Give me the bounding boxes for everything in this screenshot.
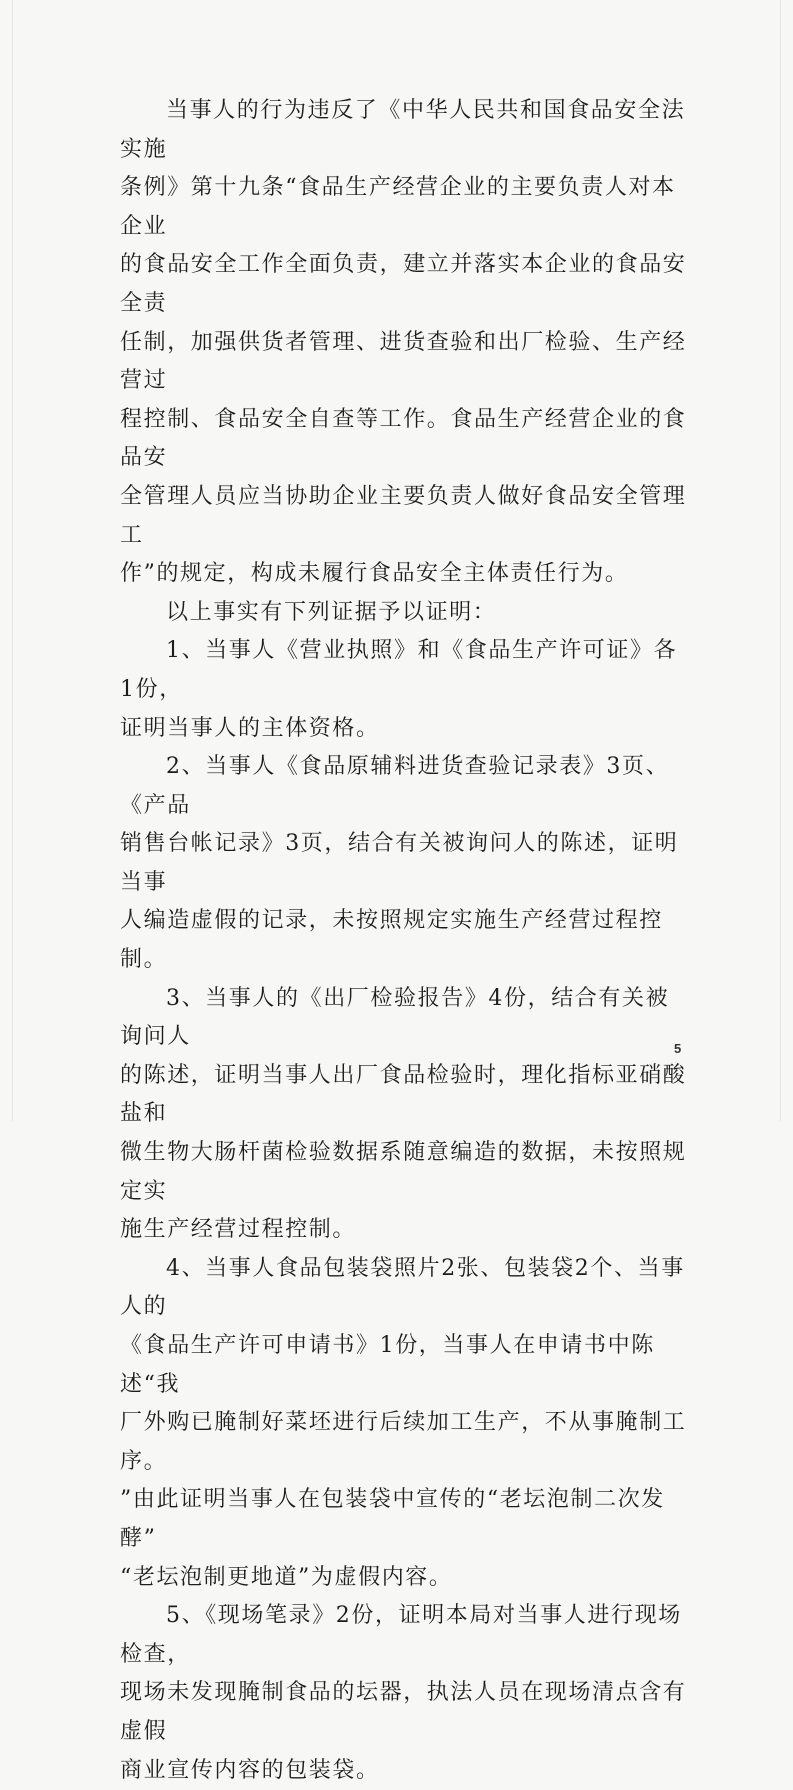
paragraph-evidence-1	[120, 632, 690, 748]
text-line: 作”的规定，构成未履行食品安全主体责任行为。	[120, 561, 629, 587]
paragraph-evidence-3	[120, 980, 690, 1250]
text-line: 证明当事人的主体资格。	[120, 715, 380, 741]
text-line: 5、《现场笔录》2份，证明本局对当事人进行现场检查，	[120, 1603, 682, 1667]
text-line: 全管理人员应当协助企业主要负责人做好食品安全管理工	[120, 483, 687, 548]
text-line: 当事人的行为违反了《中华人民共和国食品安全法实施	[120, 98, 686, 162]
text-line: 条例》第十九条“食品生产经营企业的主要负责人对本企业	[120, 175, 676, 239]
text-line: 以上事实有下列证据予以证明：	[166, 599, 497, 625]
text-line: “老坛泡制更地道”为虚假内容。	[120, 1564, 453, 1590]
text-line: 《食品生产许可申请书》1份，当事人在申请书中陈述“我	[120, 1333, 655, 1397]
scan-edge-right	[780, 0, 781, 1121]
text-line: 2、当事人《食品原辅料进货查验记录表》3页、《产品	[120, 754, 670, 818]
text-line: 人编造虚假的记录，未按照规定实施生产经营过程控制。	[120, 908, 663, 973]
text-line: 微生物大肠杆菌检验数据系随意编造的数据，未按照规定实	[120, 1140, 687, 1204]
text-line: 4、当事人食品包装袋照片2张、包装袋2个、当事人的	[120, 1255, 685, 1320]
text-line: 商业宣传内容的包装袋。	[120, 1757, 380, 1783]
text-line: 销售台帐记录》3页，结合有关被询问人的陈述，证明当事	[120, 831, 679, 895]
paragraph-evidence-4	[120, 1250, 690, 1597]
text-line: 现场未发现腌制食品的坛器，执法人员在现场清点含有虚假	[120, 1680, 687, 1744]
paragraph-evidence-5	[120, 1597, 690, 1790]
text-line: 任制，加强供货者管理、进货查验和出厂检验、生产经营过	[120, 329, 687, 394]
text-line: 厂外购已腌制好菜坯进行后续加工生产，不从事腌制工序。	[120, 1410, 687, 1474]
text-line: ”由此证明当事人在包装袋中宣传的“老坛泡制二次发酵”	[120, 1487, 665, 1551]
document-body	[120, 92, 690, 1790]
text-line: 1、当事人《营业执照》和《食品生产许可证》各1份，	[120, 638, 678, 702]
paragraph-evidence-intro	[120, 594, 690, 633]
page-number: 5	[674, 1041, 682, 1056]
paragraph-violation	[120, 92, 690, 594]
text-line: 的陈述，证明当事人出厂食品检验时，理化指标亚硝酸盐和	[120, 1062, 687, 1127]
text-line: 的食品安全工作全面负责，建立并落实本企业的食品安全责	[120, 252, 687, 316]
text-line: 3、当事人的《出厂检验报告》4份，结合有关被询问人	[120, 985, 670, 1050]
text-line: 施生产经营过程控制。	[120, 1217, 357, 1243]
paragraph-evidence-2	[120, 748, 690, 980]
text-line: 程控制、食品安全自查等工作。食品生产经营企业的食品安	[120, 406, 687, 471]
scan-edge-left	[12, 0, 13, 1121]
